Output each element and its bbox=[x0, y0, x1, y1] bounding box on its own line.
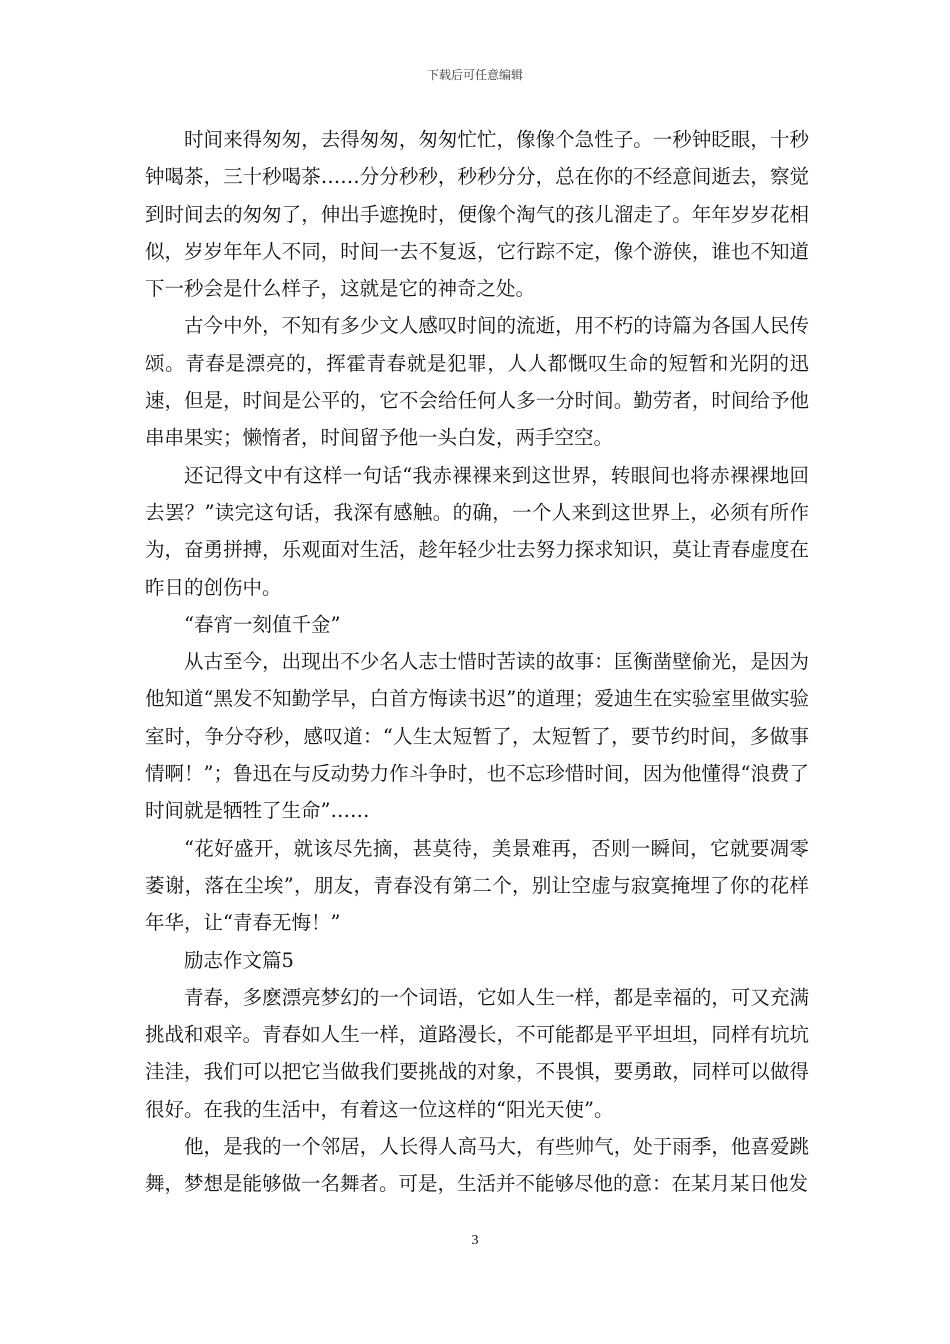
paragraph: 时间来得匆匆，去得匆匆，匆匆忙忙，像像个急性子。一秒钟眨眼，十秒钟喝茶，三十秒喝茶……分分秒秒，秒秒分分，总在你的不经意间逝去，察觉到时间去的匆匆了，伸出手遮挽时，便像个淘气的孩儿溜走了。年年岁岁花相似，岁岁年年人不同，时间一去不复返，它行踪不定，像个游侠，谁也不知道下一秒会是什么样子，这就是它的神奇之处。 bbox=[145, 128, 809, 301]
paragraph: 从古至今，出现出不少名人志士惜时苦读的故事：匡衡凿壁偷光，是因为他知道“黑发不知勤学早，白首方悔读书迟”的道理；爱迪生在实验室里做实验室时，争分夺秒，感叹道：“人生太短暂了，太短暂了，要节约时间，多做事情啊！”；鲁迅在与反动势力作斗争时，也不忘珍惜时间，因为他懂得“浪费了时间就是牺牲了生命”…… bbox=[145, 650, 809, 823]
paragraph: 古今中外，不知有多少文人感叹时间的流逝，用不朽的诗篇为各国人民传颂。青春是漂亮的，挥霍青春就是犯罪，人人都慨叹生命的短暂和光阴的迅速，但是，时间是公平的，它不会给任何人多一分时间。勤劳者，时间给予他串串果实；懒惰者，时间留予他一头白发，两手空空。 bbox=[145, 314, 809, 450]
page-header: 下载后可任意编辑 bbox=[426, 68, 523, 82]
paragraph: 还记得文中有这样一句话“我赤裸裸来到这世界，转眼间也将赤裸裸地回去罢？”读完这句话，我深有感触。的确，一个人来到这世界上，必须有所作为，奋勇拼搏，乐观面对生活，趁年轻少壮去努力探求知识，莫让青春虚度在昨日的创伤中。 bbox=[145, 463, 809, 599]
paragraph: 青春，多麽漂亮梦幻的一个词语，它如人生一样，都是幸福的，可又充满挑战和艰辛。青春如人生一样，道路漫长，不可能都是平平坦坦，同样有坑坑洼洼，我们可以把它当做我们要挑战的对象，不畏惧，要勇敢，同样可以做得很好。在我的生活中，有着这一位这样的“阳光天使”。 bbox=[145, 985, 809, 1121]
section-heading: 励志作文篇5 bbox=[184, 948, 294, 972]
document-body bbox=[145, 121, 809, 1203]
paragraph-quote-title: “春宵一刻值千金” bbox=[184, 612, 341, 636]
page-number: 3 bbox=[471, 1233, 479, 1248]
paragraph: “花好盛开，就该尽先摘，甚莫待，美景难再，否则一瞬间，它就要凋零萎谢，落在尘埃”，朋友，青春没有第二个，别让空虚与寂寞掩埋了你的花样年华，让“青春无悔！” bbox=[145, 836, 809, 935]
paragraph: 他，是我的一个邻居，人长得人高马大，有些帅气，处于雨季，他喜爱跳舞，梦想是能够做一名舞者。可是，生活并不能够尽他的意：在某月某日他发 bbox=[145, 1135, 809, 1196]
